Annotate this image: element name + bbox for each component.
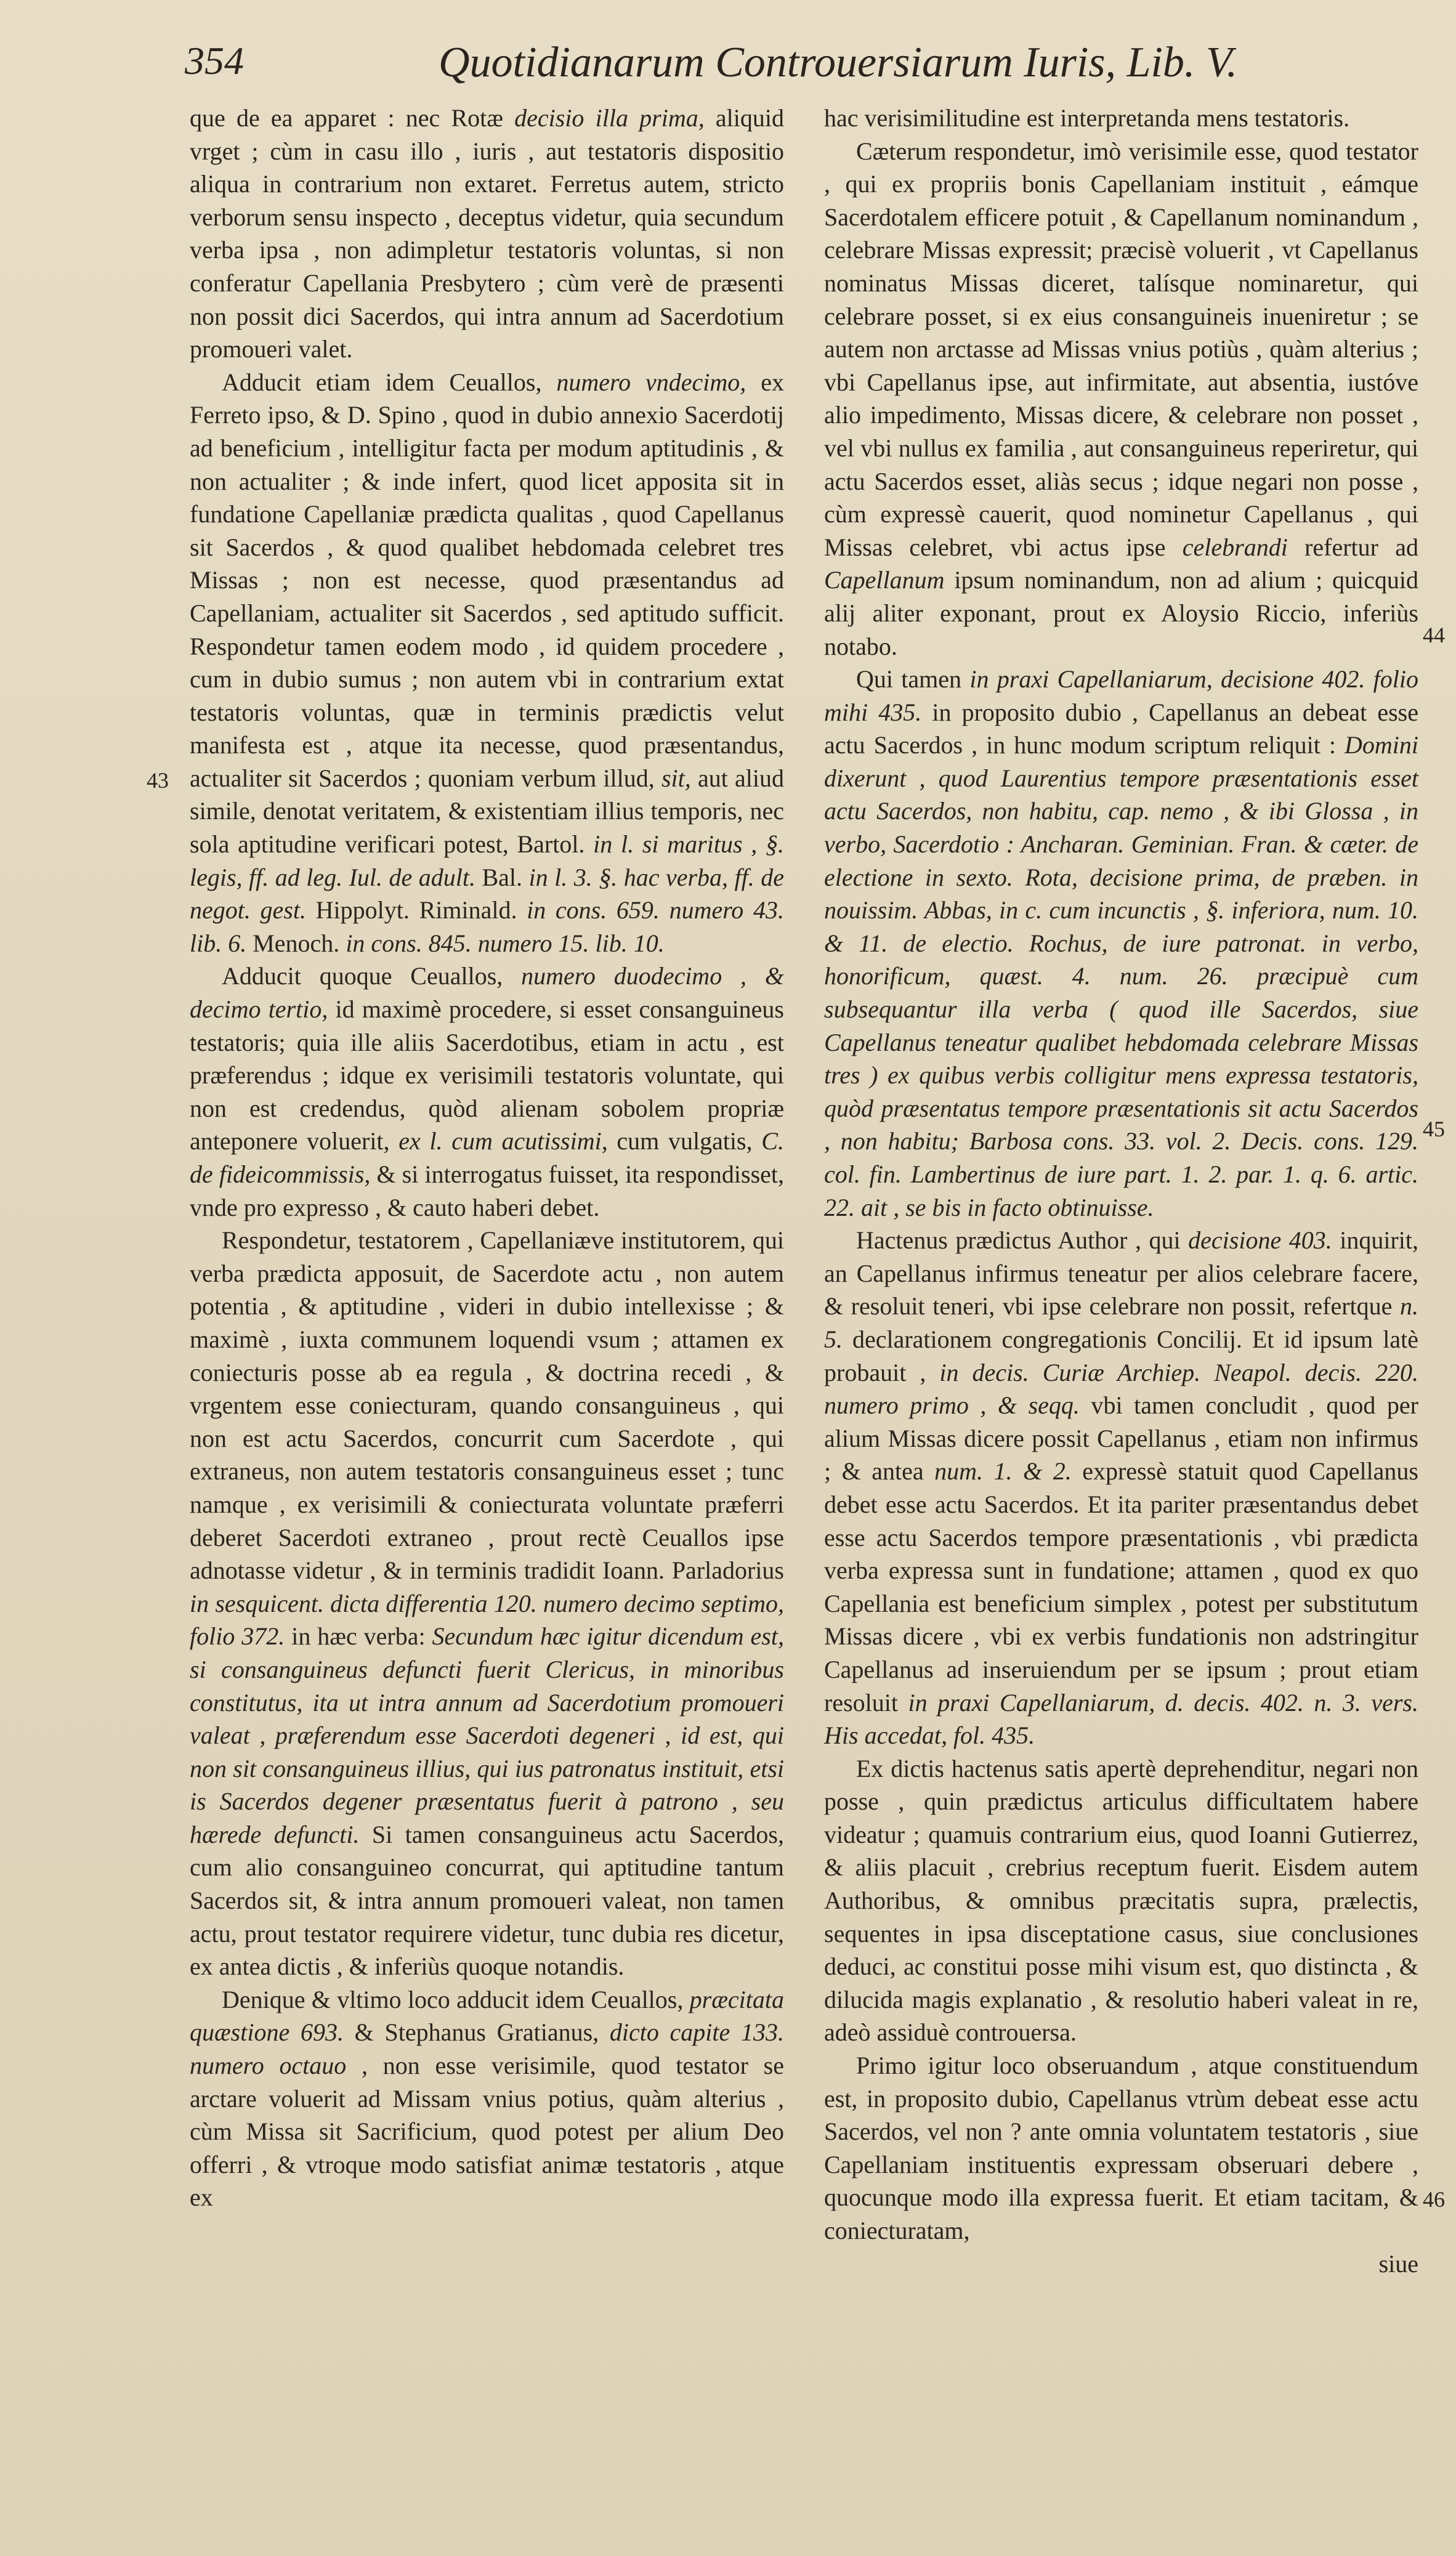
margin-number: 43 bbox=[147, 768, 169, 793]
paragraph: Primo igitur loco obseruandum , atque constituendum est, in proposito dubio, Capellanus vtrùm debeat esse actu Sacerdos, vel non ? ante omnia voluntatem testatoris , siue Capellaniam instituentis expressam obseruari debere , quocunque modo illa expressa fuerit. Et etiam tacitam, & coniecturatam, bbox=[824, 2052, 1418, 2244]
margin-number: 46 bbox=[1423, 2187, 1445, 2212]
paragraph: Adducit etiam idem Ceuallos, numero vndecimo, ex Ferreto ipso, & D. Spino , quod in dubio annexio Sacerdotij ad beneficium , intelligitur facta per modum aptitudinis , & non actualiter ; & inde infert, quod licet apposita sit in fundatione Capellaniæ prædicta qualitas , quod Capellanus sit Sacerdos , & quod qualibet hebdomada celebret tres Missas ; non est necesse, quod præsentandus ad Capellaniam, actualiter sit Sacerdos , sed aptitudo sufficit. Respondetur tamen eodem modo , id quidem procedere , cum in dubio sumus ; non autem vbi in contrarium extat testatoris voluntas, quæ in terminis prædictis velut manifesta est , atque ita necesse, quod præsentandus, actualiter sit Sacerdos ; quoniam verbum illud, sit, aut aliud simile, denotat veritatem, & existentiam illius temporis, nec sola aptitudine verificari potest, Bartol. in l. si maritus , §. legis, ff. ad leg. Iul. de adult. Bal. in l. 3. §. hac verba, ff. de negot. gest. Hippolyt. Riminald. in cons. 659. numero 43. lib. 6. Menoch. in cons. 845. numero 15. lib. 10. bbox=[190, 368, 785, 957]
paragraph: Hactenus prædictus Author , qui decisione 403. inquirit, an Capellanus infirmus teneatur per alios celebrare facere, & resoluit teneri, vbi ipse celebrare non possit, refertque n. 5. declarationem congregationis Concilij. Et id ipsum latè probauit , in decis. Curiæ Archiep. Neapol. decis. 220. numero primo , & seqq. vbi tamen concludit , quod per alium Missas dicere possit Capellanus , etiam non infirmus ; & antea num. 1. & 2. expressè statuit quod Capellanus debet esse actu Sacerdos. Et ita pariter præsentandus debet esse actu Sacerdos tempore præsentationis , vbi prædicta verba expressa sunt in fundatione; attamen , quod ex quo Capellania est beneficium simplex , potest per substitutum Missas dicere , vbi ex verbis fundationis non adstringitur Capellanus ad inseruiendum per se ipsum ; prout etiam resoluit in praxi Capellaniarum, d. decis. 402. n. 3. vers. His accedat, fol. 435. bbox=[824, 1226, 1419, 1750]
page-number: 354 bbox=[185, 39, 244, 83]
running-header bbox=[185, 38, 1417, 94]
margin-number: 44 bbox=[1423, 623, 1445, 647]
right-column bbox=[824, 102, 1418, 2280]
paragraph: Adducit quoque Ceuallos, numero duodecimo , & decimo tertio, id maximè procedere, si esset consanguineus testatoris; quia ille aliis Sacerdotibus, etiam in actu , est præferendus ; idque ex verisimili testatoris voluntate, qui non est credendus, quòd alienam sobolem propriæ anteponere voluerit, ex l. cum acutissimi, cum vulgatis, C. de fideicommissis, & si interrogatus fuisset, ita respondisset, vnde pro expresso , & cauto haberi debet. bbox=[190, 962, 785, 1221]
paragraph: Respondetur, testatorem , Capellaniæve institutorem, qui verba prædicta apposuit, de Sacerdote actu , non autem potentia , & aptitudine , videri in dubio intellexisse ; & maximè , iuxta communem loquendi vsum ; attamen ex coniecturis posse ab ea regula , & doctrina recedi , & vrgentem esse coniecturam, quando consanguineus , qui non est actu Sacerdos, concurrit cum Sacerdote , qui extraneus, non autem testatoris consanguineus esset ; tunc namque , ex verisimili & coniecturata voluntate præferri deberet Sacerdoti extraneo , prout rectè Ceuallos ipse adnotasse videtur , & in terminis tradidit Ioann. Parladorius in sesquicent. dicta differentia 120. numero decimo septimo, folio 372. in hæc verba: Secundum hæc igitur dicendum est, si consanguineus defuncti fuerit Clericus, in minoribus constitutus, ita ut intra annum ad Sacerdotium promoueri valeat , præferendum esse Sacerdoti degeneri , id est, qui non sit consanguineus illius, qui ius patronatus instituit, etsi is Sacerdos degener præsentatus fuerit à patrono , seu hærede defuncti. Si tamen consanguineus actu Sacerdos, cum alio consanguineo concurrat, qui aptitudine tantum Sacerdos sit, & intra annum promoueri valeat, non tamen actu, prout testator requirere videtur, tunc dubia res dicetur, ex antea dictis , & inferiùs quoque notandis. bbox=[190, 1226, 784, 1981]
paragraph: Cæterum respondetur, imò verisimile esse, quod testator , qui ex propriis bonis Capellaniam instituit , eámque Sacerdotalem efficere potuit , & Capellanum nominandum , celebrare Missas expressit; præcisè voluerit , vt Capellanus nominatus Missas diceret, talísque nominaretur, qui celebrare posset, si ex eius consanguineis inueniretur ; se autem non arctasse ad Missas vnius potiùs , quàm alterius ; vbi Capellanus ipse, aut infirmitate, aut absentia, iustóve alio impedimento, Missas dicere, & celebrare non posset , vel vbi nullus ex familia , aut consanguineus reperiretur, qui actu Sacerdos esset, aliàs secus ; idque negari non posse , cùm expressè cauerit, quod nominetur Capellanus , qui Missas celebret, vbi actus ipse celebrandi refertur ad Capellanum ipsum nominandum, non ad alium ; quicquid alij aliter exponant, prout ex Aloysio Riccio, inferiùs notabo. bbox=[824, 137, 1418, 660]
margin-number: 45 bbox=[1423, 1117, 1445, 1141]
paragraph: Denique & vltimo loco adducit idem Ceuallos, præcitata quæstione 693. & Stephanus Gratianus, dicto capite 133. numero octauo , non esse verisimile, quod testator se arctare voluerit ad Missam vnius potius, quàm alterius , cùm Missa sit Sacrificium, quod potest per alium Deo offerri , & vtroque modo satisfiat animæ testatoris , atque ex bbox=[190, 1985, 784, 2212]
paragraph: hac verisimilitudine est interpretanda mens testatoris. bbox=[824, 104, 1350, 132]
running-title: Quotidianarum Controuersiarum Iuris, Lib. V. bbox=[439, 39, 1238, 86]
left-column bbox=[190, 102, 784, 2214]
paragraph: Ex dictis hactenus satis apertè deprehenditur, negari non posse , quin prædictus articulus difficultatem habere videatur ; quamuis contrarium eius, quod Ioanni Gutierrez, & aliis placuit , crebrius receptum fuerit. Eisdem autem Authoribus, & omnibus præcitatis supra, prælectis, sequentes in ipsa disceptatione casus, siue conclusiones deduci, ac constitui posse mihi visum est, quo distincta , & dilucida magis explanatio , & resolutio haberi valeat in re, adeò assiduè controuersa. bbox=[824, 1754, 1418, 2047]
paragraph: que de ea apparet : nec Rotæ decisio illa prima, aliquid vrget ; cùm in casu illo , iuris , aut testatoris dispositio aliqua in contrarium non extaret. Ferretus autem, stricto verborum sensu inspecto , deceptus videtur, quia secundum verba ipsa , non adimpletur testatoris voluntas, si non conferatur Capellania Presbytero ; cùm verè de præsenti non possit dici Sacerdos, qui intra annum ad Sacerdotium promoueri valet. bbox=[190, 104, 784, 363]
paragraph: Qui tamen in praxi Capellaniarum, decisione 402. folio mihi 435. in proposito dubio , Capellanus an debeat esse actu Sacerdos , in hunc modum scriptum reliquit : Domini dixerunt , quod Laurentius tempore præsentationis esset actu Sacerdos, non habitu, cap. nemo , & ibi Glossa , in verbo, Sacerdotio : Ancharan. Geminian. Fran. & cæter. de electione in sexto. Rota, decisione prima, de præben. in nouissim. Abbas, in c. cum incunctis , §. inferiora, num. 10. & 11. de electio. Rochus, de iure patronat. in verbo, honorificum, quæst. 4. num. 26. præcipuè cum subsequantur illa verba ( quod ille Sacerdos, siue Capellanus teneatur qualibet hebdomada celebrare Missas tres ) ex quibus verbis colligitur mens expressa testatoris, quòd præsentatus tempore præsentationis sit actu Sacerdos , non habitu; Barbosa cons. 33. vol. 2. Decis. cons. 129. col. fin. Lambertinus de iure part. 1. 2. par. 1. q. 6. artic. 22. ait , se bis in facto obtinuisse. bbox=[824, 665, 1419, 1221]
catchword: siue bbox=[1378, 2249, 1418, 2278]
